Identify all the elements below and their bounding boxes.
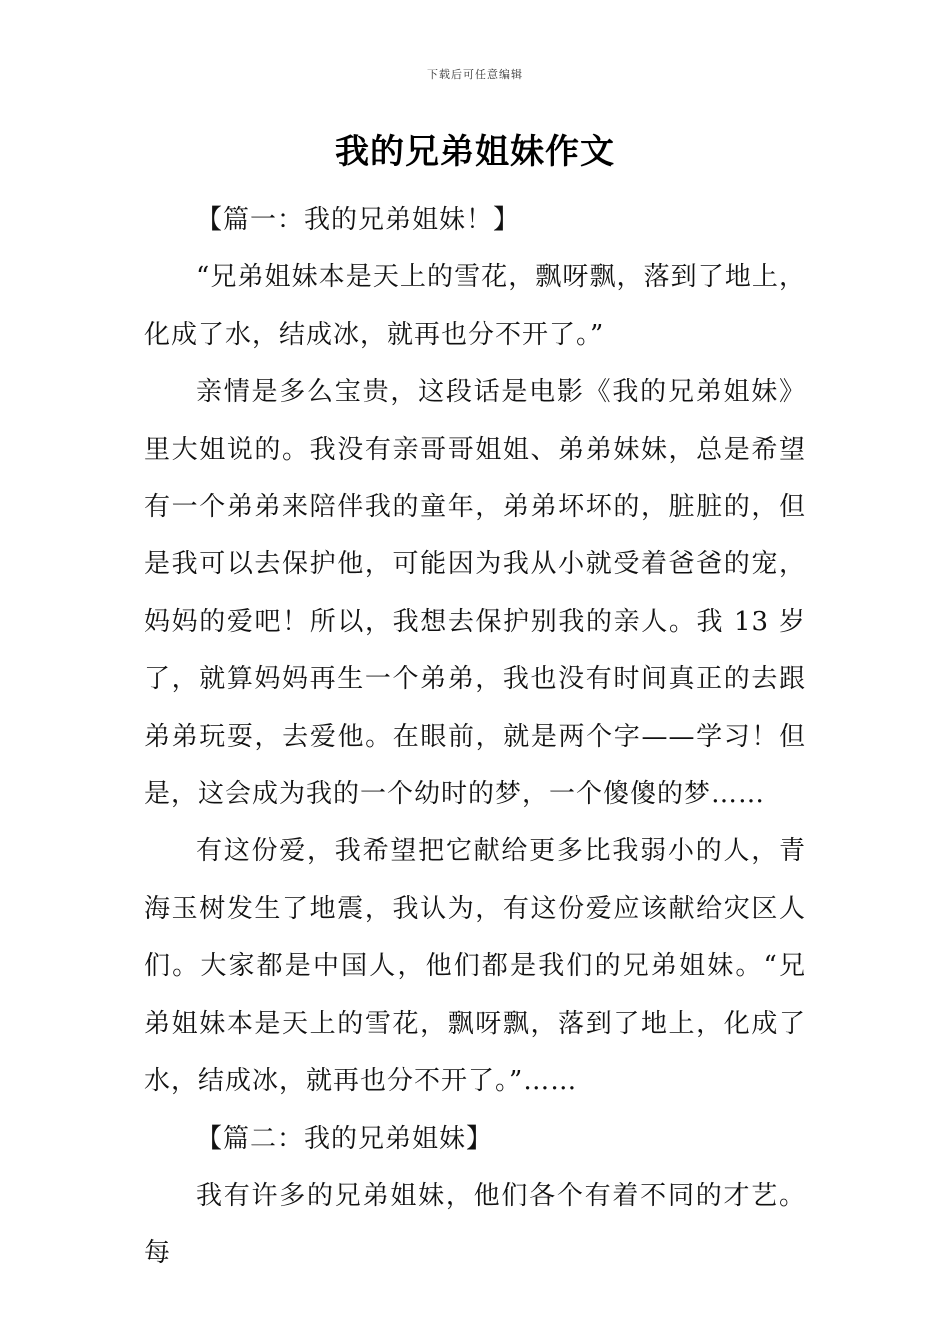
paragraph-talents: 我有许多的兄弟姐妹，他们各个有着不同的才艺。每 <box>144 1180 806 1269</box>
page-title: 我的兄弟姐妹作文 <box>335 132 615 172</box>
paragraph-quote: “兄弟姐妹本是天上的雪花，飘呀飘，落到了地上，化成了水，结成冰，就再也分不开了。” <box>144 262 806 350</box>
paragraph-love: 有这份爱，我希望把它献给更多比我弱小的人，青海玉树发生了地震，我认为，有这份爱应该献给灾区人们。大家都是中国人，他们都是我们的兄弟姐妹。“兄弟姐妹本是天上的雪花，飘呀飘，落到了地上，化成了水，结成冰，就再也分不开了。”…… <box>144 836 806 1097</box>
section-heading-2: 【篇二：我的兄弟姐妹】 <box>196 1123 494 1154</box>
paragraph-family: 亲情是多么宝贵，这段话是电影《我的兄弟姐妹》里大姐说的。我没有亲哥哥姐姐、弟弟妹妹，总是希望有一个弟弟来陪伴我的童年，弟弟坏坏的，脏脏的，但是我可以去保护他，可能因为我从小就受着爸爸的宠，妈妈的爱吧！所以，我想去保护别我的亲人。我 13 岁了，就算妈妈再生一个弟弟，我也没有时间真正的去跟弟弟玩耍，去爱他。在眼前，就是两个字——学习！但是，这会成为我的一个幼时的梦，一个傻傻的梦…… <box>144 377 806 810</box>
header-note: 下载后可任意编辑 <box>427 68 523 81</box>
document-body <box>144 192 806 1283</box>
section-heading-1: 【篇一：我的兄弟姐妹！】 <box>196 205 521 235</box>
